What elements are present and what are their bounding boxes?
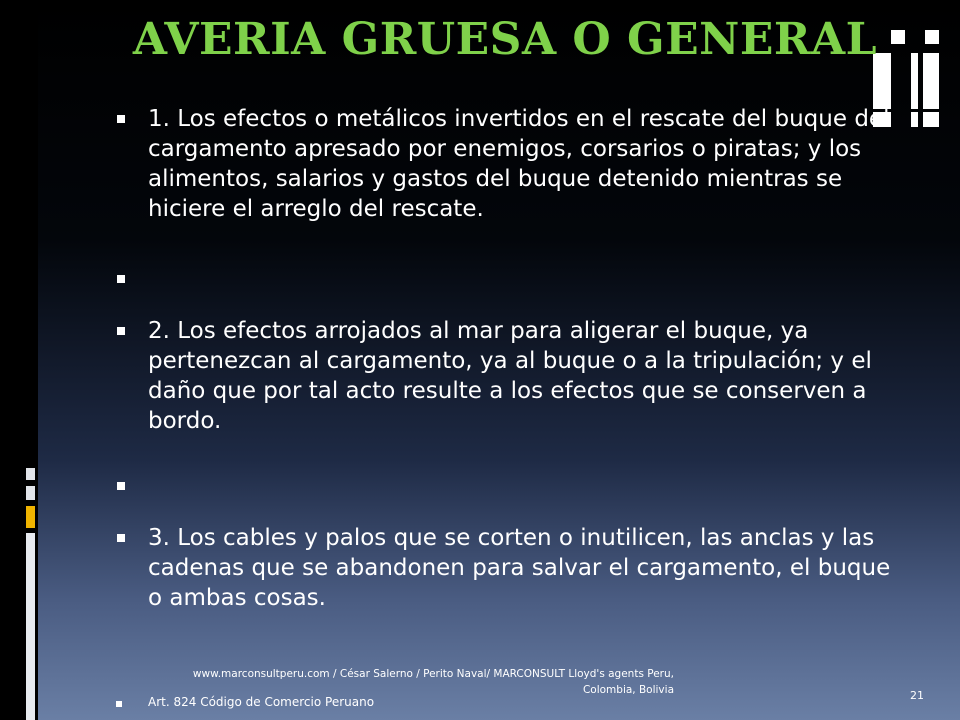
bullet-marker-icon [117,275,125,283]
bullet-list [110,104,910,623]
left-marker [26,486,35,500]
bullet-marker-icon [117,482,125,490]
bullet-text: 2. Los efectos arrojados al mar para aligerar el buque, ya pertenezcan al cargamento, ya al buque o a la tripulación; y el daño que por tal acto resulte a los efectos que se conserven a bordo. [148,318,872,434]
page-number: 21 [910,689,924,702]
slide-title: AVERIA GRUESA O GENERAL [132,14,878,65]
bullet-item [110,264,910,316]
bullet-text: 3. Los cables y palos que se corten o inutilicen, las anclas y las cadenas que se abandonen para salvar el cargamento, el buque o ambas cosas. [148,525,891,611]
footer-credit [104,666,674,698]
bullet-text: 1. Los efectos o metálicos invertidos en el rescate del buque del cargamento apresado por enemigos, corsarios o piratas; y los alimentos, salarios y gastos del buque detenido mientras se hiciere el arreglo del rescate. [148,106,890,222]
footer-line: Colombia, Bolivia [582,684,674,696]
left-marker [26,533,35,720]
bullet-item [110,104,910,264]
decoration-bar [923,112,939,127]
bullet-marker-icon [116,701,122,707]
bullet-marker-icon [117,534,125,542]
bullet-item [110,523,910,623]
reference-text: Art. 824 Código de Comercio Peruano [148,695,375,709]
left-marker-accent [26,506,35,528]
bullet-marker-icon [117,327,125,335]
bullet-marker-icon [117,115,125,123]
footer-line: www.marconsultperu.com / César Salerno / Perito Naval/ MARCONSULT Lloyd's agents Peru, [192,668,674,680]
decoration-bar [911,112,918,127]
bullet-item [110,471,910,523]
left-marker [26,468,35,480]
bullet-item [110,316,910,471]
